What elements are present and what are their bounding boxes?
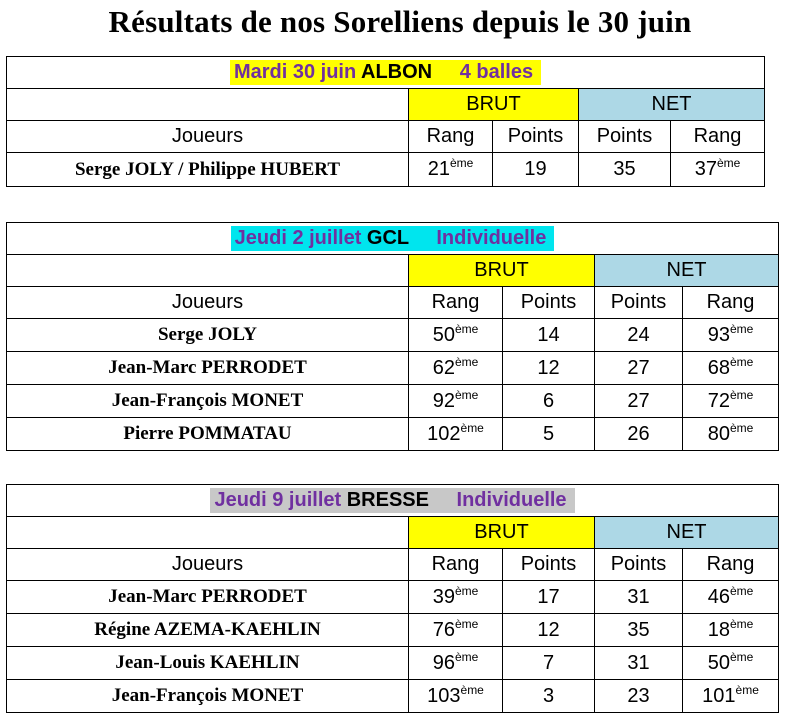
header-brut-rang: Rang: [409, 549, 503, 581]
header-blank: [7, 255, 409, 287]
header-brut-points: Points: [493, 121, 579, 153]
brut-points: 14: [503, 319, 595, 352]
net-rang-cell: [683, 352, 779, 385]
page-title: Résultats de nos Sorelliens depuis le 30 juin: [108, 4, 692, 39]
table-row: [7, 647, 779, 680]
brut-points: 3: [503, 680, 595, 713]
caption-type: Individuelle: [436, 227, 547, 249]
brut-rang-suffix: ème: [454, 321, 479, 336]
net-rang-suffix: ème: [729, 354, 754, 369]
header-brut: BRUT: [409, 89, 579, 121]
header-net: NET: [595, 255, 779, 287]
net-rang: 93: [707, 323, 730, 346]
net-rang-cell: [671, 153, 765, 187]
table-row: [7, 614, 779, 647]
header-net-rang: Rang: [683, 549, 779, 581]
header-brut: BRUT: [409, 517, 595, 549]
brut-rang-cell: [409, 418, 503, 451]
table-row: [7, 319, 779, 352]
net-rang: 101: [702, 684, 736, 707]
brut-rang-suffix: ème: [454, 354, 479, 369]
header-joueurs: Joueurs: [7, 549, 409, 581]
table-row: [7, 352, 779, 385]
player-name: Jean-Marc PERRODET: [7, 352, 409, 385]
caption-highlight: [231, 226, 555, 251]
net-points: 31: [595, 647, 683, 680]
caption-highlight: [230, 60, 541, 85]
net-points: 26: [595, 418, 683, 451]
net-points: 27: [595, 352, 683, 385]
header-blank: [7, 89, 409, 121]
brut-rang: 103: [427, 684, 461, 707]
net-rang: 50: [707, 651, 730, 674]
header-brut-rang: Rang: [409, 287, 503, 319]
net-rang-cell: [683, 385, 779, 418]
header-brut-points: Points: [503, 549, 595, 581]
brut-points: 5: [503, 418, 595, 451]
brut-rang: 76: [432, 618, 455, 641]
player-name: Pierre POMMATAU: [7, 418, 409, 451]
header-brut-points: Points: [503, 287, 595, 319]
caption-club: GCL: [366, 227, 409, 249]
table-row: [7, 418, 779, 451]
net-rang-suffix: ème: [729, 387, 754, 402]
net-rang-suffix: ème: [729, 583, 754, 598]
header-net: NET: [595, 517, 779, 549]
header-net-points: Points: [595, 549, 683, 581]
header-net-points: Points: [595, 287, 683, 319]
net-points: 31: [595, 581, 683, 614]
brut-rang-cell: [409, 614, 503, 647]
header-net-points: Points: [579, 121, 671, 153]
table-row: [7, 680, 779, 713]
net-rang: 72: [707, 389, 730, 412]
net-points: 35: [595, 614, 683, 647]
brut-rang-suffix: ème: [449, 156, 474, 170]
brut-rang: 96: [432, 651, 455, 674]
net-rang-suffix: ème: [729, 649, 754, 664]
player-name: Serge JOLY / Philippe HUBERT: [7, 153, 409, 187]
table-row: [7, 153, 765, 187]
brut-points: 17: [503, 581, 595, 614]
brut-rang: 50: [432, 323, 455, 346]
brut-rang-suffix: ème: [454, 649, 479, 664]
header-net-rang: Rang: [671, 121, 765, 153]
brut-rang-cell: [409, 581, 503, 614]
caption-date: Mardi 30 juin: [233, 61, 357, 83]
net-rang-suffix: ème: [729, 321, 754, 336]
brut-points: 7: [503, 647, 595, 680]
brut-rang: 62: [432, 356, 455, 379]
net-rang-cell: [683, 647, 779, 680]
table-caption: [7, 57, 765, 89]
net-rang-cell: [683, 614, 779, 647]
net-rang-cell: [683, 319, 779, 352]
net-rang-cell: [683, 418, 779, 451]
brut-rang: 39: [432, 585, 455, 608]
table-row: [7, 385, 779, 418]
table-row: [7, 581, 779, 614]
brut-rang-cell: [409, 352, 503, 385]
net-rang: 46: [707, 585, 730, 608]
brut-points: 19: [493, 153, 579, 187]
player-name: Serge JOLY: [7, 319, 409, 352]
caption-date: Jeudi 2 juillet: [234, 227, 362, 249]
brut-rang-suffix: ème: [454, 616, 479, 631]
table-caption: [7, 485, 779, 517]
brut-rang-cell: [409, 319, 503, 352]
caption-type: 4 balles: [459, 61, 534, 83]
table-caption: [7, 223, 779, 255]
net-points: 35: [579, 153, 671, 187]
net-rang-cell: [683, 680, 779, 713]
net-points: 23: [595, 680, 683, 713]
results-table-albon: [6, 56, 765, 187]
caption-date: Jeudi 9 juillet: [214, 489, 342, 511]
brut-rang: 92: [432, 389, 455, 412]
net-rang: 68: [707, 356, 730, 379]
net-rang-suffix: ème: [729, 616, 754, 631]
brut-rang-suffix: ème: [454, 387, 479, 402]
net-rang-suffix: ème: [729, 420, 754, 435]
caption-club: ALBON: [361, 61, 433, 83]
brut-rang-suffix: ème: [454, 583, 479, 598]
brut-points: 12: [503, 614, 595, 647]
results-table-gcl: [6, 222, 779, 451]
brut-rang-suffix: ème: [460, 420, 484, 435]
net-rang-suffix: ème: [735, 682, 759, 697]
net-rang: 80: [707, 422, 730, 445]
brut-rang-suffix: ème: [460, 682, 484, 697]
player-name: Jean-François MONET: [7, 385, 409, 418]
brut-rang-cell: [409, 385, 503, 418]
brut-points: 6: [503, 385, 595, 418]
header-brut: BRUT: [409, 255, 595, 287]
player-name: Jean-Louis KAEHLIN: [7, 647, 409, 680]
header-joueurs: Joueurs: [7, 287, 409, 319]
brut-rang-cell: [409, 680, 503, 713]
net-rang: 37: [694, 158, 717, 180]
results-table-bresse: [6, 484, 779, 713]
net-rang-suffix: ème: [716, 156, 741, 170]
brut-rang: 102: [427, 422, 461, 445]
brut-rang-cell: [409, 647, 503, 680]
net-rang-cell: [683, 581, 779, 614]
net-rang: 18: [707, 618, 730, 641]
caption-club: BRESSE: [346, 489, 429, 511]
player-name: Jean-François MONET: [7, 680, 409, 713]
caption-type: Individuelle: [456, 489, 567, 511]
header-net: NET: [579, 89, 765, 121]
header-brut-rang: Rang: [409, 121, 493, 153]
brut-rang: 21: [427, 158, 450, 180]
caption-highlight: [210, 488, 574, 513]
player-name: Régine AZEMA-KAEHLIN: [7, 614, 409, 647]
player-name: Jean-Marc PERRODET: [7, 581, 409, 614]
brut-rang-cell: [409, 153, 493, 187]
header-net-rang: Rang: [683, 287, 779, 319]
net-points: 24: [595, 319, 683, 352]
header-blank: [7, 517, 409, 549]
brut-points: 12: [503, 352, 595, 385]
header-joueurs: Joueurs: [7, 121, 409, 153]
net-points: 27: [595, 385, 683, 418]
